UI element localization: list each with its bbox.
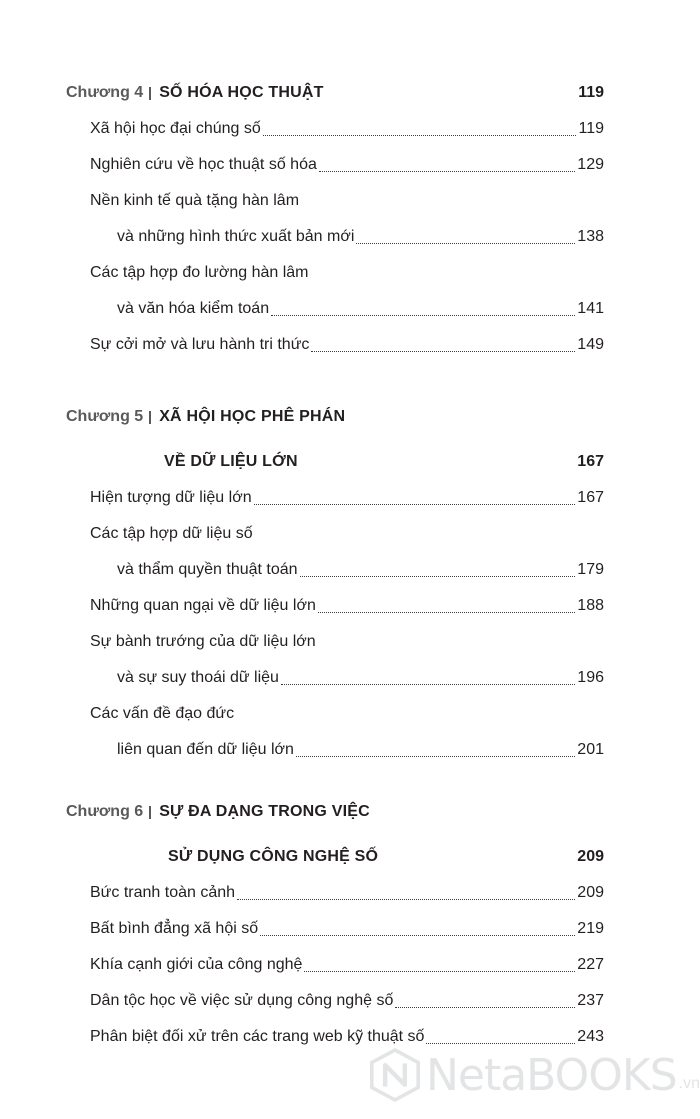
chapter-label: Chương 6 [66,803,144,820]
toc-entry[interactable] [117,294,604,324]
watermark-brand: NetaBOOKS [425,1049,677,1101]
toc-entry[interactable] [90,483,604,513]
chapter-title: VỀ DỮ LIỆU LỚN [164,453,298,470]
toc-entry-title: Dân tộc học về việc sử dụng công nghệ số [90,992,394,1009]
toc-entry-page-number: 167 [577,489,604,506]
dot-leader [319,171,575,172]
chapter-page-number: 167 [577,453,604,470]
toc-entry-title: Phân biệt đối xử trên các trang web kỹ thuật số [90,1028,425,1045]
toc-entry[interactable] [117,222,604,252]
watermark [370,1043,700,1107]
dot-leader [356,243,575,244]
chapter-separator [149,411,151,424]
toc-entry-title: và sự suy thoái dữ liệu [117,669,279,686]
toc-entry-page-number: 227 [577,956,604,973]
toc-entry[interactable] [90,519,253,549]
dot-leader [304,971,575,972]
chapter-separator [149,806,151,819]
chapter-heading [66,402,604,432]
dot-leader [271,315,575,316]
toc-entry-title: Sự bành trướng của dữ liệu lớn [90,633,316,650]
toc-entry-page-number: 141 [577,300,604,317]
toc-entry-title: Những quan ngại về dữ liệu lớn [90,597,316,614]
toc-entry-title: Các vấn đề đạo đức [90,705,235,722]
chapter-heading [66,842,604,872]
chapter-title: SỐ HÓA HỌC THUẬT [159,84,324,101]
toc-entry-title: Bất bình đẳng xã hội số [90,920,259,937]
toc-entry[interactable] [90,591,604,621]
toc-entry-page-number: 138 [577,228,604,245]
toc-entry[interactable] [90,986,604,1016]
chapter-separator [149,87,151,100]
dot-leader [237,899,575,900]
chapter-heading [66,78,604,108]
dot-leader [281,684,575,685]
toc-entry-title: Các tập hợp dữ liệu số [90,525,253,542]
toc-entry[interactable] [117,555,604,585]
toc-entry-page-number: 129 [577,156,604,173]
chapter-heading [66,447,604,477]
dot-leader [254,504,576,505]
toc-entry-page-number: 149 [577,336,604,353]
dot-leader [260,935,575,936]
toc-entry-title: và thẩm quyền thuật toán [117,561,298,578]
dot-leader [318,612,575,613]
toc-entry-page-number: 179 [577,561,604,578]
toc-entry[interactable] [117,663,604,693]
dot-leader [395,1007,575,1008]
chapter-page-number: 119 [578,84,604,101]
chapter-title: SỬ DỤNG CÔNG NGHỆ SỐ [168,848,379,865]
toc-entry-page-number: 119 [578,120,604,137]
chapter-heading [66,797,604,827]
toc-entry[interactable] [90,330,604,360]
toc-entry-title: Khía cạnh giới của công nghệ [90,956,303,973]
toc-entry-title: và những hình thức xuất bản mới [117,228,355,245]
dot-leader [300,576,576,577]
toc-entry[interactable] [90,699,234,729]
toc-entry[interactable] [90,627,316,657]
chapter-page-number: 209 [577,848,604,865]
dot-leader [311,351,575,352]
toc-entry-page-number: 243 [577,1028,604,1045]
toc-entry[interactable] [90,914,604,944]
toc-entry-title: Bức tranh toàn cảnh [90,884,236,901]
chapter-label: Chương 5 [66,408,144,425]
chapter-label: Chương 4 [66,84,144,101]
chapter-title: XÃ HỘI HỌC PHÊ PHÁN [159,408,346,425]
dot-leader [263,135,577,136]
dot-leader [296,756,575,757]
toc-entry-title: Hiện tượng dữ liệu lớn [90,489,252,506]
toc-entry-page-number: 219 [577,920,604,937]
toc-entry-title: liên quan đến dữ liệu lớn [117,741,294,758]
toc-entry-title: Nền kinh tế quà tặng hàn lâm [90,192,300,209]
toc-entry-title: Nghiên cứu về học thuật số hóa [90,156,317,173]
toc-entry-page-number: 196 [577,669,604,686]
toc-entry[interactable] [117,735,604,765]
toc-entry[interactable] [90,878,604,908]
toc-entry-page-number: 209 [577,884,604,901]
toc-entry-title: Các tập hợp đo lường hàn lâm [90,264,309,281]
toc-entry[interactable] [90,150,604,180]
toc-entry[interactable] [90,258,308,288]
toc-entry-title: Sự cởi mở và lưu hành tri thức [90,336,310,353]
n-logo-icon [370,1045,420,1105]
toc-entry[interactable] [90,186,299,216]
toc-entry-page-number: 201 [577,741,604,758]
toc-entry[interactable] [90,114,604,144]
toc-entry-title: Xã hội học đại chúng số [90,120,261,137]
toc-entry-page-number: 188 [577,597,604,614]
toc-entry[interactable] [90,950,604,980]
watermark-suffix: .vn [678,1075,700,1092]
toc-entry-page-number: 237 [577,992,604,1009]
chapter-title: SỰ ĐA DẠNG TRONG VIỆC [159,803,370,820]
toc-entry-title: và văn hóa kiểm toán [117,300,270,317]
